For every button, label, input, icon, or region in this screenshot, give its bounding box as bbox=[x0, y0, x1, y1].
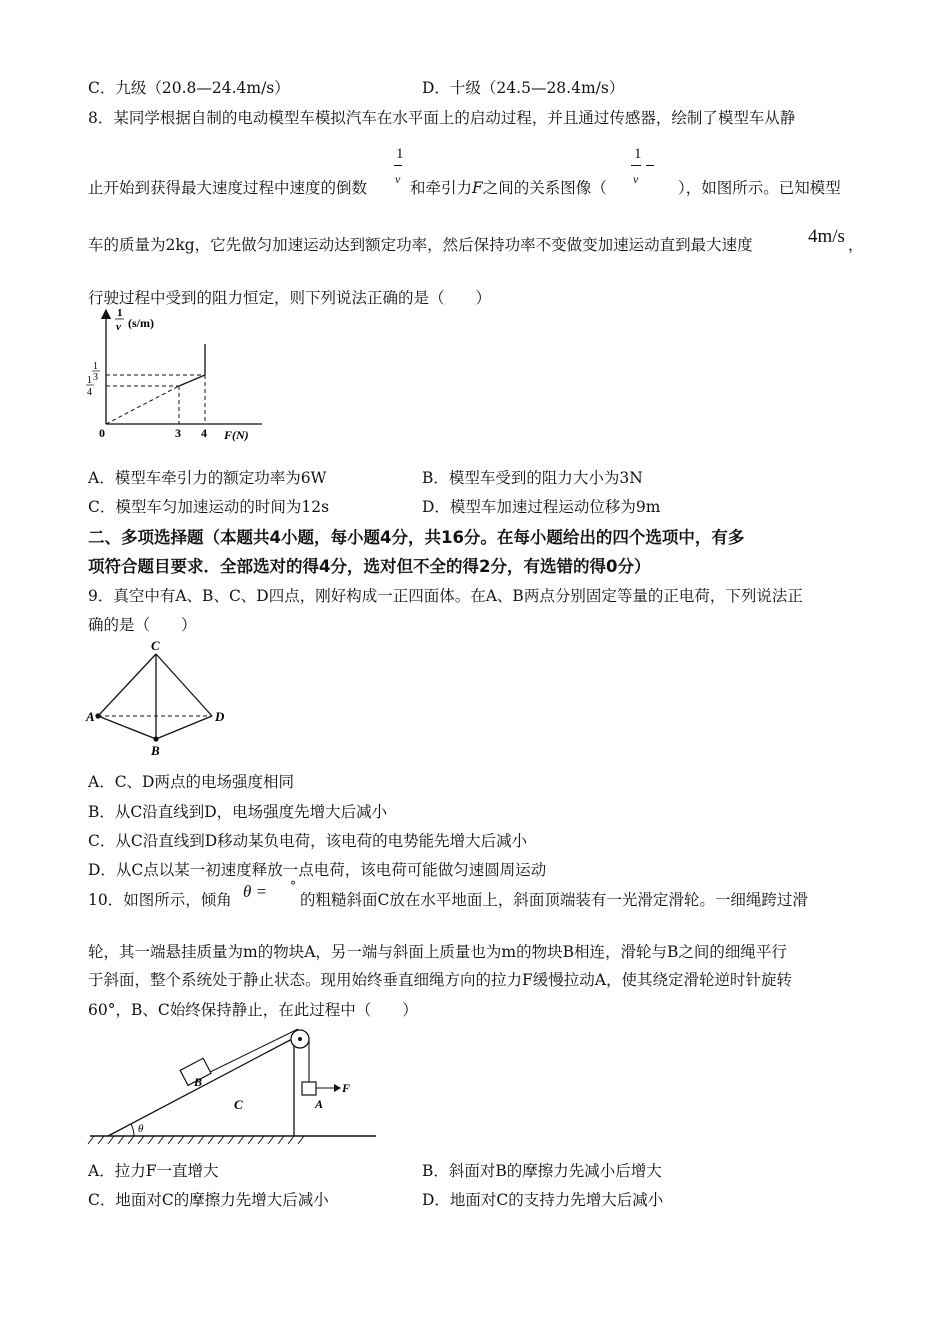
q8-max-speed: 4m/s bbox=[808, 226, 845, 247]
q8-stem-line2a: 止开始到获得最大速度过程中速度的倒数 bbox=[88, 179, 368, 197]
q8-frac-den: v bbox=[395, 172, 401, 186]
q8-graph bbox=[82, 308, 282, 448]
label-F: F bbox=[342, 1081, 351, 1095]
charge-B bbox=[153, 736, 158, 741]
x-tick-4: 4 bbox=[201, 426, 207, 440]
q8-frac2-num: 1 bbox=[634, 146, 642, 162]
q8-option-a: A．模型车牵引力的额定功率为6W bbox=[88, 469, 327, 487]
label-C: C bbox=[151, 638, 160, 653]
q9-option-a: A．C、D两点的电场强度相同 bbox=[88, 773, 294, 791]
q7-option-c: C．九级（20.8—24.4m/s） bbox=[88, 79, 290, 97]
label-B: B bbox=[194, 1075, 203, 1089]
q10-stem-line1a: 10．如图所示，倾角 bbox=[88, 891, 232, 909]
q8-frac-num: 1 bbox=[396, 146, 404, 162]
block-A bbox=[302, 1082, 316, 1095]
q8-frac2-bar bbox=[631, 165, 641, 166]
q10-theta: θ = bbox=[243, 882, 268, 901]
ylabel-num: 1 bbox=[117, 308, 123, 319]
edge-DB bbox=[156, 716, 212, 739]
q10-option-c: C．地面对C的摩擦力先增大后减小 bbox=[88, 1191, 329, 1209]
label-C: C bbox=[234, 1097, 243, 1112]
q9-stem-line1: 9．真空中有A、B、C、D四点，刚好构成一正四面体。在A、B两点分别固定等量的正电荷，下列说法正 bbox=[88, 587, 803, 605]
q10-incline-figure bbox=[86, 1024, 376, 1154]
y-tick-14-num: 1 bbox=[87, 375, 92, 386]
q8-stem-line1: 8．某同学根据自制的电动模型车模拟汽车在水平面上的启动过程，并且通过传感器，绘制了模型车从静 bbox=[88, 109, 796, 127]
q7-option-d: D．十级（24.5—28.4m/s） bbox=[422, 79, 625, 97]
edge-AB bbox=[98, 716, 156, 739]
dashed-extension bbox=[106, 386, 179, 424]
q8-force-var: F bbox=[472, 179, 483, 197]
q8-stem-line2d: ），如图所示。已知模型 bbox=[678, 179, 841, 197]
charge-A bbox=[95, 713, 100, 718]
edge-CA bbox=[98, 654, 156, 716]
q10-stem-line3: 于斜面，整个系统处于静止状态。现用始终垂直细绳方向的拉力F缓慢拉动A，使其绕定滑轮逆时针旋转 bbox=[88, 971, 792, 989]
q8-frac2-dash bbox=[646, 165, 654, 166]
q10-degree: ° bbox=[290, 879, 296, 893]
ground-hatch bbox=[88, 1136, 304, 1144]
q8-option-b: B．模型车受到的阻力大小为3N bbox=[422, 469, 643, 487]
q8-stem-line3: 车的质量为2kg，它先做匀加速运动达到额定功率，然后保持功率不变做变加速运动直到最大速度 bbox=[88, 236, 753, 254]
q9-option-c: C．从C沿直线到D移动某负电荷，该电荷的电势能先增大后减小 bbox=[88, 832, 528, 850]
q8-stem-line2b bbox=[410, 176, 607, 198]
origin-label: 0 bbox=[99, 426, 105, 440]
q9-option-d: D．从C点以某一初速度释放一点电荷，该电荷可能做匀速圆周运动 bbox=[88, 861, 547, 879]
y-tick-14-den: 4 bbox=[87, 387, 92, 398]
graph-segment bbox=[179, 375, 205, 386]
label-theta: θ bbox=[138, 1123, 144, 1135]
q9-option-b: B．从C沿直线到D，电场强度先增大后减小 bbox=[88, 803, 388, 821]
q10-option-a: A．拉力F一直增大 bbox=[88, 1162, 219, 1180]
q10-stem-line2: 轮，其一端悬挂质量为m的物块A，另一端与斜面上质量也为m的物块B相连，滑轮与B之间的细绳平行 bbox=[88, 943, 787, 961]
angle-arc bbox=[131, 1124, 134, 1136]
label-B: B bbox=[151, 743, 160, 758]
label-D: D bbox=[215, 709, 225, 724]
section2-heading-line1: 二、多项选择题（本题共4小题，每小题4分，共16分。在每小题给出的四个选项中，有多 bbox=[88, 528, 745, 547]
q8-frac-bar bbox=[394, 165, 402, 166]
ylabel-unit: (s/m) bbox=[128, 316, 154, 330]
q8-comma: ， bbox=[848, 236, 864, 254]
ylabel-den: v bbox=[116, 321, 121, 333]
label-A: A bbox=[315, 1097, 324, 1111]
q8-option-c: C．模型车匀加速运动的时间为12s bbox=[88, 498, 330, 516]
q8-stem-relation: 之间的关系图像（ bbox=[482, 179, 607, 197]
q9-tetrahedron bbox=[84, 636, 234, 762]
xlabel: F(N) bbox=[224, 428, 249, 442]
q8-stem-line4: 行驶过程中受到的阻力恒定，则下列说法正确的是（ ） bbox=[88, 289, 492, 307]
q10-option-d: D．地面对C的支持力先增大后减小 bbox=[422, 1191, 664, 1209]
edge-CD bbox=[156, 654, 212, 716]
q8-stem-and-force: 和牵引力 bbox=[410, 179, 473, 197]
q10-stem-line4: 60°，B、C始终保持静止，在此过程中（ ） bbox=[88, 1001, 418, 1019]
y-tick-13-den: 3 bbox=[93, 372, 98, 383]
rope-along-incline bbox=[200, 1029, 298, 1077]
q8-option-d: D．模型车加速过程运动位移为9m bbox=[422, 498, 661, 516]
x-tick-3: 3 bbox=[175, 426, 181, 440]
q8-frac2-den: v bbox=[633, 172, 639, 186]
section2-heading-line2: 项符合题目要求．全部选对的得4分，选对但不全的得2分，有选错的得0分） bbox=[88, 557, 651, 576]
q10-stem-line1b: 的粗糙斜面C放在水平地面上，斜面顶端装有一光滑定滑轮。一细绳跨过滑 bbox=[300, 891, 808, 909]
label-A: A bbox=[86, 709, 95, 724]
y-tick-13-num: 1 bbox=[93, 361, 98, 372]
q9-stem-line2: 确的是（ ） bbox=[88, 616, 197, 634]
q10-option-b: B．斜面对B的摩擦力先减小后增大 bbox=[422, 1162, 662, 1180]
